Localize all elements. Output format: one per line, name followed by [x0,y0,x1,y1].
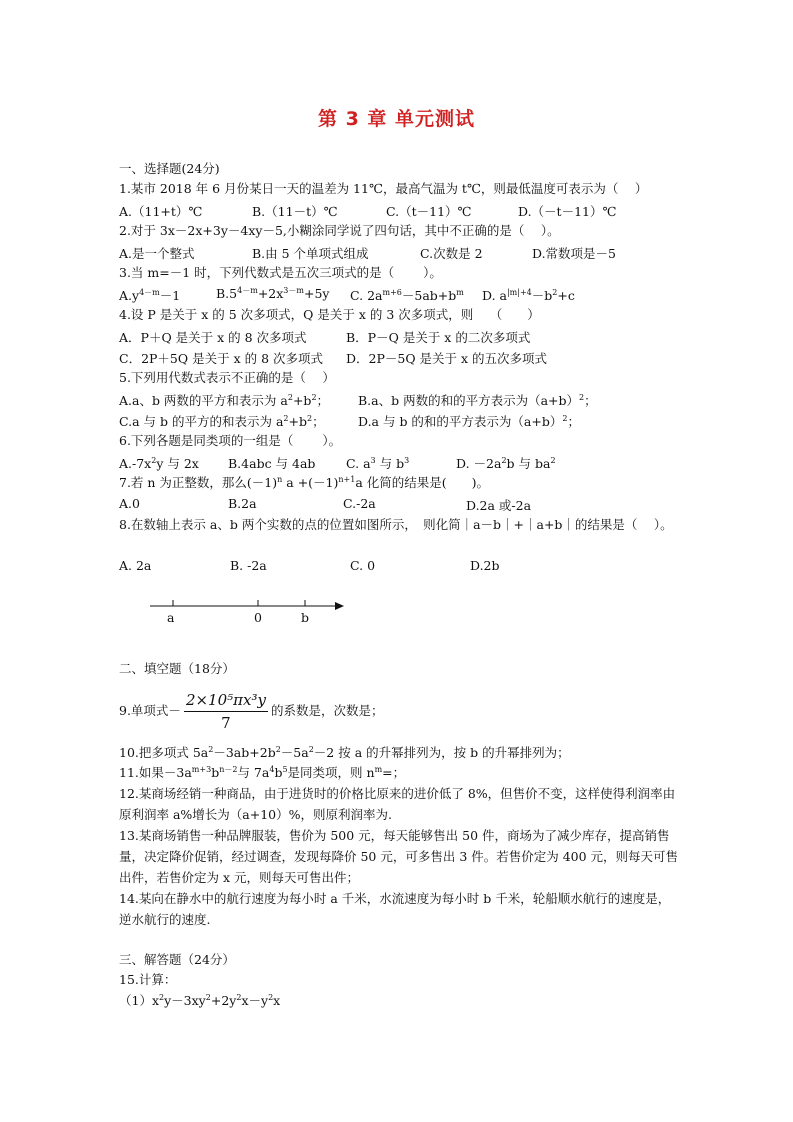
q2-option-d: D.常数项是－5 [532,246,617,261]
q4-option-d: D．2P－5Q 是关于 x 的五次多项式 [346,351,548,366]
q2-option-a: A.是一个整式 [119,246,195,261]
q9-fraction [184,690,268,733]
q7-option-c: C.-2a [343,496,376,511]
q9-numerator: 2×10⁵πx³y [184,690,268,712]
q7-option-a: A.0 [119,496,140,511]
question-2-stem: 2.对于 3x－2x+3y－4xy－5,小糊涂同学说了四句话，其中不正确的是（ ）。 [119,223,560,238]
question-4-stem: 4.设 P 是关于 x 的 5 次多项式，Q 是关于 x 的 3 次多项式，则 （ ） [119,307,540,322]
label-a: a [167,610,175,625]
q5-option-b: B.a、b 两数的和的平方表示为$(a+b)^2$； [358,392,597,408]
question-9 [119,690,383,733]
q6-option-a: $A.-7x^2y$ 与 2x [119,455,199,471]
question-3-stem: 3.当 m=－1 时，下列代数式是五次三项式的是（ ）。 [119,265,442,280]
q4-option-b: B．P－Q 是关于 x 的二次多项式 [346,330,531,345]
question-12: 12.某商场经销一种商品，由于进货时的价格比原来的进价低了 8%，但售价不变，这样使得利润率由原利润率 a%增长为（a+10）%，则原利润率为. [119,786,676,822]
question-11: 11.如果$-3a^{m+3}b^{n-2}$与 $7a^4b^5$是同类项，则 $n^m=$； [119,764,406,780]
q1-option-a: A.（11+t）℃ [119,204,203,219]
q5-option-a: A.a、b 两数的平方和表示为 $a^2+b^2$； [119,392,330,408]
section-choice-heading: 一、选择题(24分) [119,161,220,176]
question-14: 14.某向在静水中的航行速度为每小时 a 千米，水流速度为每小时 b 千米，轮船顺水航行的速度是，逆水航行的速度. [119,891,671,927]
q2-option-b: B.由 5 个单项式组成 [252,246,369,261]
section-fill-heading: 二、填空题（18分） [119,661,235,676]
question-8-stem: 8.在数轴上表示 a、b 两个实数的点的位置如图所示， 则化简｜a－b｜+｜a+b｜的结果是（ ）。 [119,517,673,532]
question-10: 10.把多项式 $5a^2-3ab+2b^2-5a^2-2$ 按 a 的升幂排列为，按 b 的升幂排列为； [119,744,570,760]
q8-option-b: B. -2a [230,558,267,573]
question-13: 13.某商场销售一种品牌服装，售价为 500 元，每天能够售出 50 件，商场为了减少库存，提高销售量，决定降价促销，经过调查，发现每降价 50 元，可多售出 3 件。若售价定为 400 元，则每天可售出件，若售价定为 x 元，则每天可售出件； [119,828,679,885]
question-7-stem: 7.若 n 为正整数，那么$(-1)^n$ $a +(-1)^{n+1}a$ 化简的结果是( )。 [119,474,490,490]
number-line-figure [140,590,360,630]
q3-option-b: $B.5^{4-m}+2x^{3-m}+5y$ [216,285,330,301]
q3-option-a: $A.y^{4-m}-1$ [119,287,181,303]
q7-option-b: B.2a [228,496,257,511]
q5-option-d: D.a 与 b 的和的平方表示为$(a+b)^2$； [358,413,580,429]
label-b: b [301,610,310,625]
q2-option-c: C.次数是 2 [420,246,483,261]
q1-option-d: D.（－t－11）℃ [518,204,617,219]
q4-option-a: A．P＋Q 是关于 x 的 8 次多项式 [119,330,307,345]
q3-option-d: D. $a^{|m|+4}-b^2+c$ [482,287,575,303]
axis-arrow [335,602,344,610]
q7-option-d: D.2a 或-2a [466,498,532,513]
q9-prefix: 9.单项式－ [119,703,181,718]
q9-denominator: 7 [221,714,231,732]
question-6-stem: 6.下列各题是同类项的一组是（ ）。 [119,433,342,448]
section-solve-heading: 三、解答题（24分） [119,952,235,967]
question-15-stem: 15.计算： [119,972,177,987]
q1-option-b: B.（11－t）℃ [252,204,338,219]
q8-option-d: D.2b [470,558,500,573]
q3-option-c: C. $2a^{m+6}-5ab+b^m$ [350,287,464,303]
q4-option-c: C．2P＋5Q 是关于 x 的 8 次多项式 [119,351,323,366]
q6-option-b: B.4abc 与 4ab [228,456,316,471]
question-1-stem: 1.某市 2018 年 6 月份某日一天的温差为 11℃，最高气温为 t℃，则最低温度可表示为（ ） [119,181,648,196]
q1-option-c: C.（t－11）℃ [386,204,472,219]
q9-suffix: 的系数是，次数是； [270,703,384,718]
q6-option-d: D. $-2a^2b$ 与 $ba^2$ [456,455,556,471]
label-0: 0 [254,610,262,625]
q8-option-a: A. 2a [119,558,152,573]
q5-option-c: C.a 与 b 的平方的和表示为 $a^2+b^2$； [119,413,325,429]
question-15-part-1: $(1)x^2y-3xy^2+2y^2x-y^2x$ [119,992,281,1008]
page-title: 第 3 章 单元测试 [317,108,476,130]
q8-option-c: C. 0 [350,558,376,573]
question-5-stem: 5.下列用代数式表示不正确的是（ ） [119,370,335,385]
q6-option-c: C. $a^3$ 与 $b^3$ [346,455,410,471]
